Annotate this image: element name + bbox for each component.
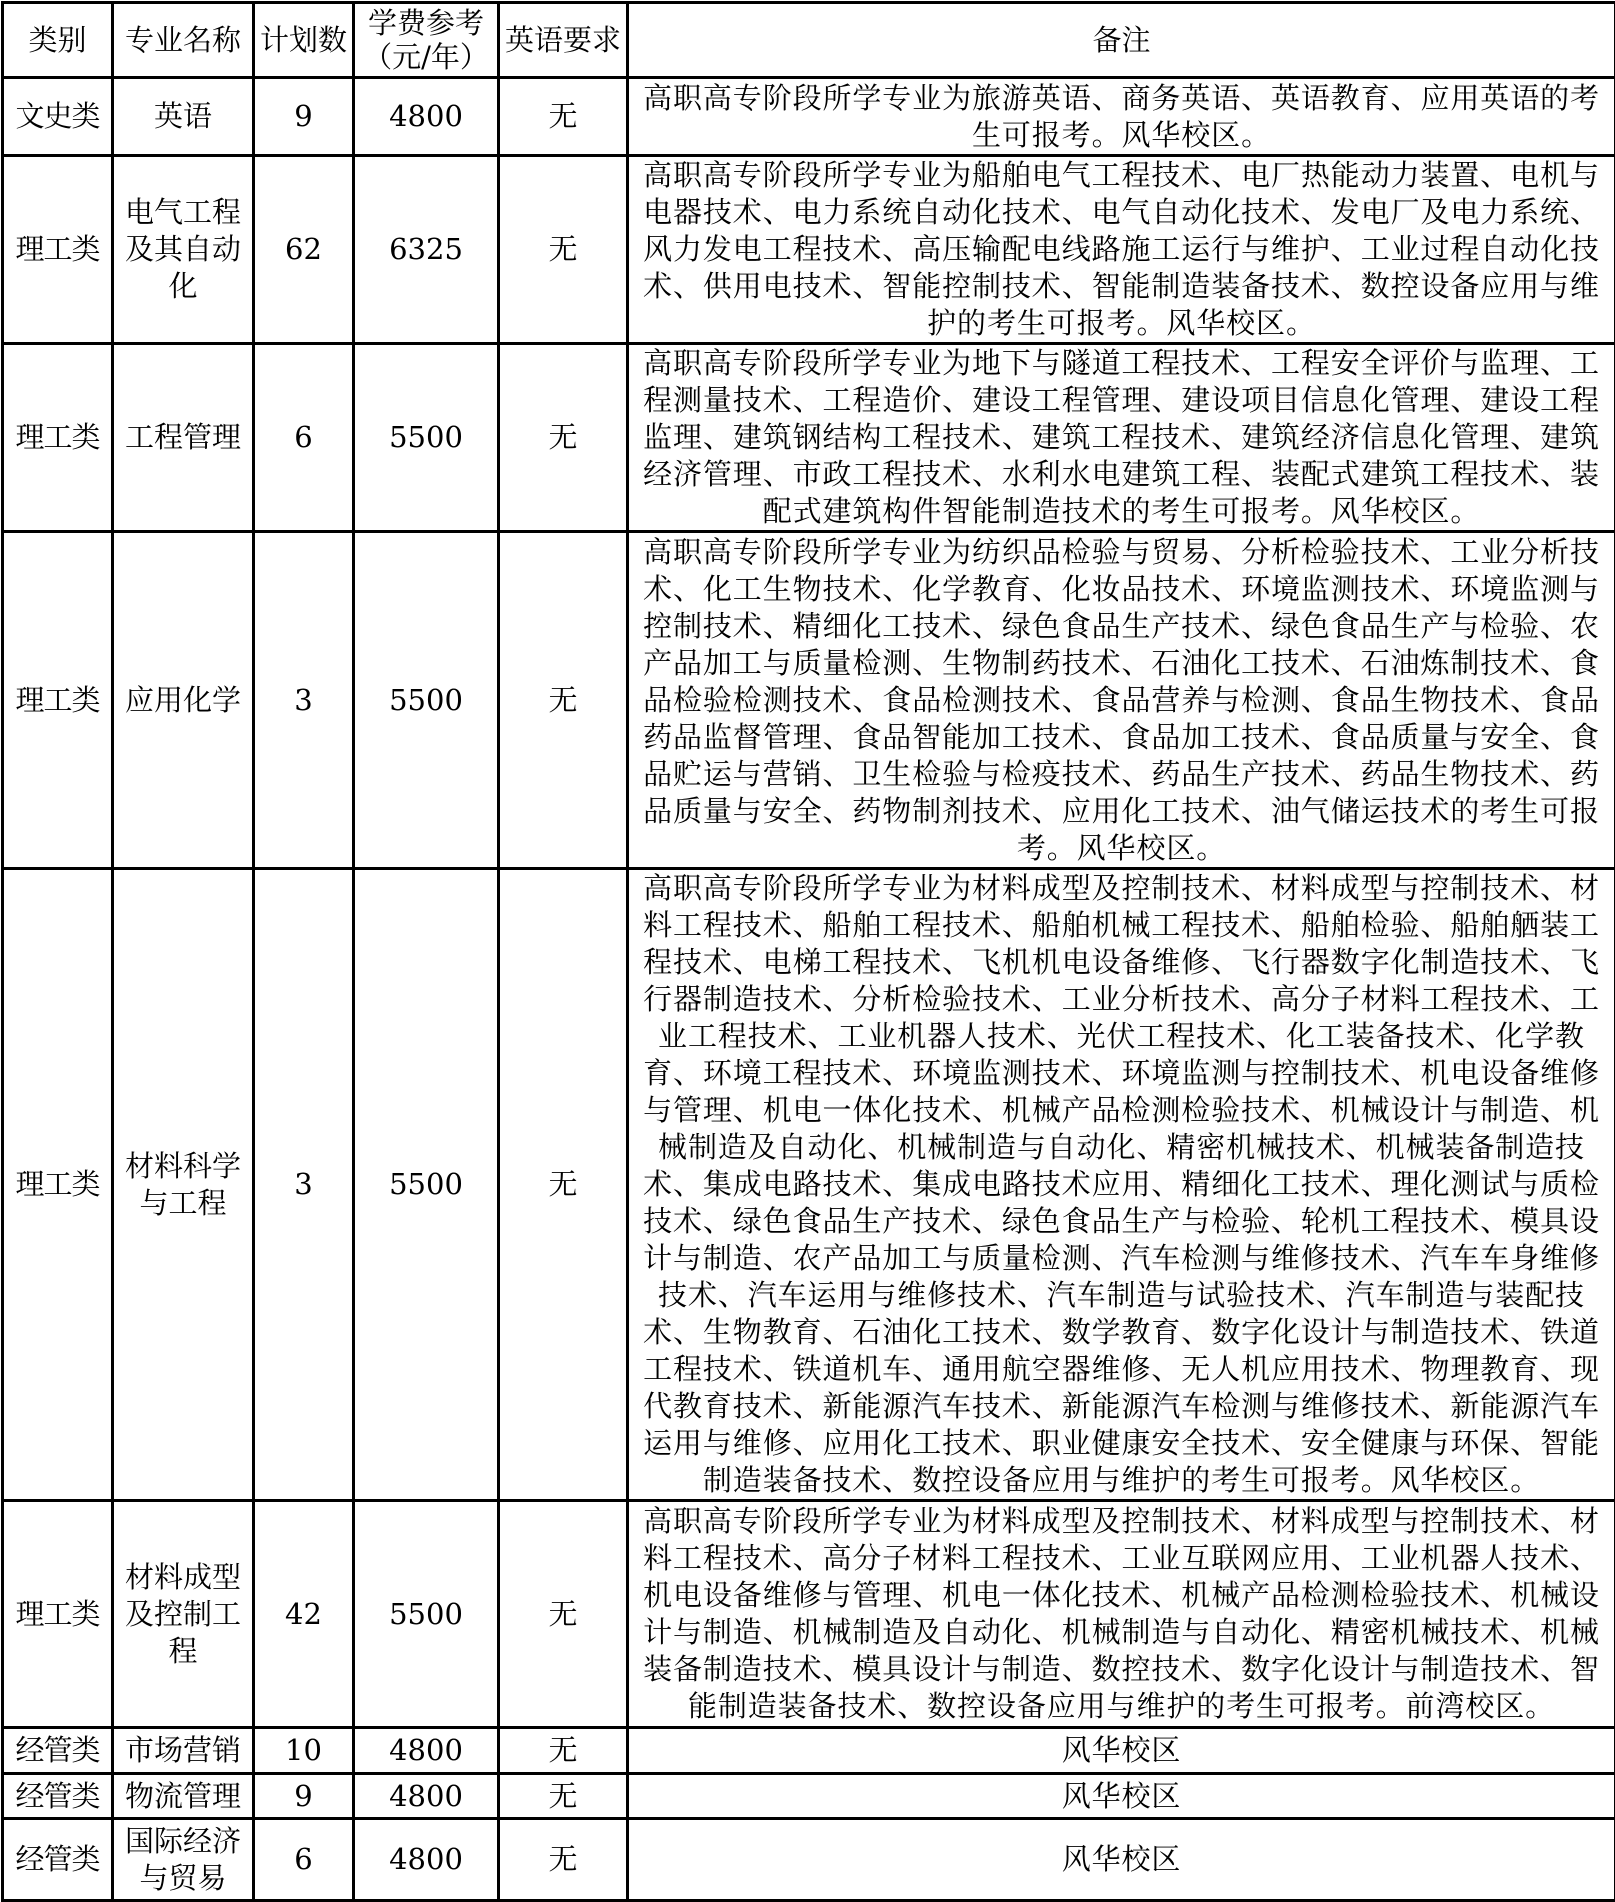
cell-remarks: 高职高专阶段所学专业为纺织品检验与贸易、分析检验技术、工业分析技术、化工生物技术、化学教育、化妆品技术、环境监测技术、环境监测与控制技术、精细化工技术、绿色食品生产技术、绿色食品生产与检验、农产品加工与质量检测、生物制药技术、石油化工技术、石油炼制技术、食品检验检测技术、食品检测技术、食品营养与检测、食品生物技术、食品药品监督管理、食品智能加工技术、食品加工技术、食品质量与安全、食品贮运与营销、卫生检验与检疫技术、药品生产技术、药品生物技术、药品质量与安全、药物制剂技术、应用化工技术、油气储运技术的考生可报考。风华校区。 [628, 532, 1615, 869]
cell-major: 电气工程及其自动化 [113, 156, 254, 344]
cell-major: 英语 [113, 78, 254, 156]
cell-plan: 9 [254, 78, 354, 156]
table-row [3, 78, 1615, 156]
cell-category: 文史类 [3, 78, 113, 156]
header-row [3, 3, 1615, 78]
table-row [3, 869, 1615, 1501]
cell-remarks: 高职高专阶段所学专业为地下与隧道工程技术、工程安全评价与监理、工程测量技术、工程造价、建设工程管理、建设项目信息化管理、建设工程监理、建筑钢结构工程技术、建筑工程技术、建筑经济信息化管理、建筑经济管理、市政工程技术、水利水电建筑工程、装配式建筑工程技术、装配式建筑构件智能制造技术的考生可报考。风华校区。 [628, 344, 1615, 532]
cell-english: 无 [499, 156, 628, 344]
cell-english: 无 [499, 1728, 628, 1774]
table-row [3, 156, 1615, 344]
cell-tuition: 4800 [354, 78, 499, 156]
table-row [3, 1819, 1615, 1901]
cell-category: 理工类 [3, 344, 113, 532]
header-plan: 计划数 [254, 3, 354, 78]
cell-major: 物流管理 [113, 1774, 254, 1819]
cell-major: 工程管理 [113, 344, 254, 532]
cell-major: 应用化学 [113, 532, 254, 869]
cell-plan: 42 [254, 1501, 354, 1728]
cell-tuition: 4800 [354, 1728, 499, 1774]
cell-tuition: 5500 [354, 344, 499, 532]
cell-english: 无 [499, 1501, 628, 1728]
header-tuition-line1: 学费参考 [355, 6, 497, 40]
header-tuition [354, 3, 499, 78]
cell-english: 无 [499, 532, 628, 869]
cell-remarks: 高职高专阶段所学专业为船舶电气工程技术、电厂热能动力装置、电机与电器技术、电力系统自动化技术、电气自动化技术、发电厂及电力系统、风力发电工程技术、高压输配电线路施工运行与维护、工业过程自动化技术、供用电技术、智能控制技术、智能制造装备技术、数控设备应用与维护的考生可报考。风华校区。 [628, 156, 1615, 344]
admissions-plan-table [1, 1, 1615, 1902]
cell-tuition: 4800 [354, 1819, 499, 1901]
cell-category: 经管类 [3, 1728, 113, 1774]
header-major: 专业名称 [113, 3, 254, 78]
cell-remarks: 高职高专阶段所学专业为材料成型及控制技术、材料成型与控制技术、材料工程技术、高分子材料工程技术、工业互联网应用、工业机器人技术、机电设备维修与管理、机电一体化技术、机械产品检测检验技术、机械设计与制造、机械制造及自动化、机械制造与自动化、精密机械技术、机械装备制造技术、模具设计与制造、数控技术、数字化设计与制造技术、智能制造装备技术、数控设备应用与维护的考生可报考。前湾校区。 [628, 1501, 1615, 1728]
cell-plan: 6 [254, 1819, 354, 1901]
cell-remarks: 风华校区 [628, 1728, 1615, 1774]
table-row [3, 1501, 1615, 1728]
cell-tuition: 4800 [354, 1774, 499, 1819]
header-remarks: 备注 [628, 3, 1615, 78]
cell-category: 理工类 [3, 1501, 113, 1728]
cell-tuition: 5500 [354, 1501, 499, 1728]
cell-tuition: 5500 [354, 532, 499, 869]
cell-category: 理工类 [3, 532, 113, 869]
cell-remarks: 高职高专阶段所学专业为材料成型及控制技术、材料成型与控制技术、材料工程技术、船舶工程技术、船舶机械工程技术、船舶检验、船舶舾装工程技术、电梯工程技术、飞机机电设备维修、飞行器数字化制造技术、飞行器制造技术、分析检验技术、工业分析技术、高分子材料工程技术、工业工程技术、工业机器人技术、光伏工程技术、化工装备技术、化学教育、环境工程技术、环境监测技术、环境监测与控制技术、机电设备维修与管理、机电一体化技术、机械产品检测检验技术、机械设计与制造、机械制造及自动化、机械制造与自动化、精密机械技术、机械装备制造技术、集成电路技术、集成电路技术应用、精细化工技术、理化测试与质检技术、绿色食品生产技术、绿色食品生产与检验、轮机工程技术、模具设计与制造、农产品加工与质量检测、汽车检测与维修技术、汽车车身维修技术、汽车运用与维修技术、汽车制造与试验技术、汽车制造与装配技术、生物教育、石油化工技术、数学教育、数字化设计与制造技术、铁道工程技术、铁道机车、通用航空器维修、无人机应用技术、物理教育、现代教育技术、新能源汽车技术、新能源汽车检测与维修技术、新能源汽车运用与维修、应用化工技术、职业健康安全技术、安全健康与环保、智能制造装备技术、数控设备应用与维护的考生可报考。风华校区。 [628, 869, 1615, 1501]
cell-plan: 3 [254, 532, 354, 869]
cell-english: 无 [499, 1819, 628, 1901]
cell-plan: 62 [254, 156, 354, 344]
header-english: 英语要求 [499, 3, 628, 78]
cell-major: 市场营销 [113, 1728, 254, 1774]
cell-plan: 10 [254, 1728, 354, 1774]
cell-tuition: 5500 [354, 869, 499, 1501]
cell-english: 无 [499, 344, 628, 532]
cell-category: 理工类 [3, 156, 113, 344]
cell-english: 无 [499, 869, 628, 1501]
cell-plan: 3 [254, 869, 354, 1501]
cell-plan: 6 [254, 344, 354, 532]
cell-category: 经管类 [3, 1819, 113, 1901]
table-row [3, 1728, 1615, 1774]
cell-remarks: 高职高专阶段所学专业为旅游英语、商务英语、英语教育、应用英语的考生可报考。风华校区。 [628, 78, 1615, 156]
cell-category: 经管类 [3, 1774, 113, 1819]
table-row [3, 1774, 1615, 1819]
cell-major: 材料科学与工程 [113, 869, 254, 1501]
cell-english: 无 [499, 78, 628, 156]
table-row [3, 344, 1615, 532]
table-row [3, 532, 1615, 869]
header-tuition-line2: （元/年） [355, 40, 497, 74]
header-category: 类别 [3, 3, 113, 78]
cell-plan: 9 [254, 1774, 354, 1819]
cell-major: 材料成型及控制工程 [113, 1501, 254, 1728]
cell-category: 理工类 [3, 869, 113, 1501]
cell-major: 国际经济与贸易 [113, 1819, 254, 1901]
cell-english: 无 [499, 1774, 628, 1819]
cell-remarks: 风华校区 [628, 1774, 1615, 1819]
cell-tuition: 6325 [354, 156, 499, 344]
cell-remarks: 风华校区 [628, 1819, 1615, 1901]
